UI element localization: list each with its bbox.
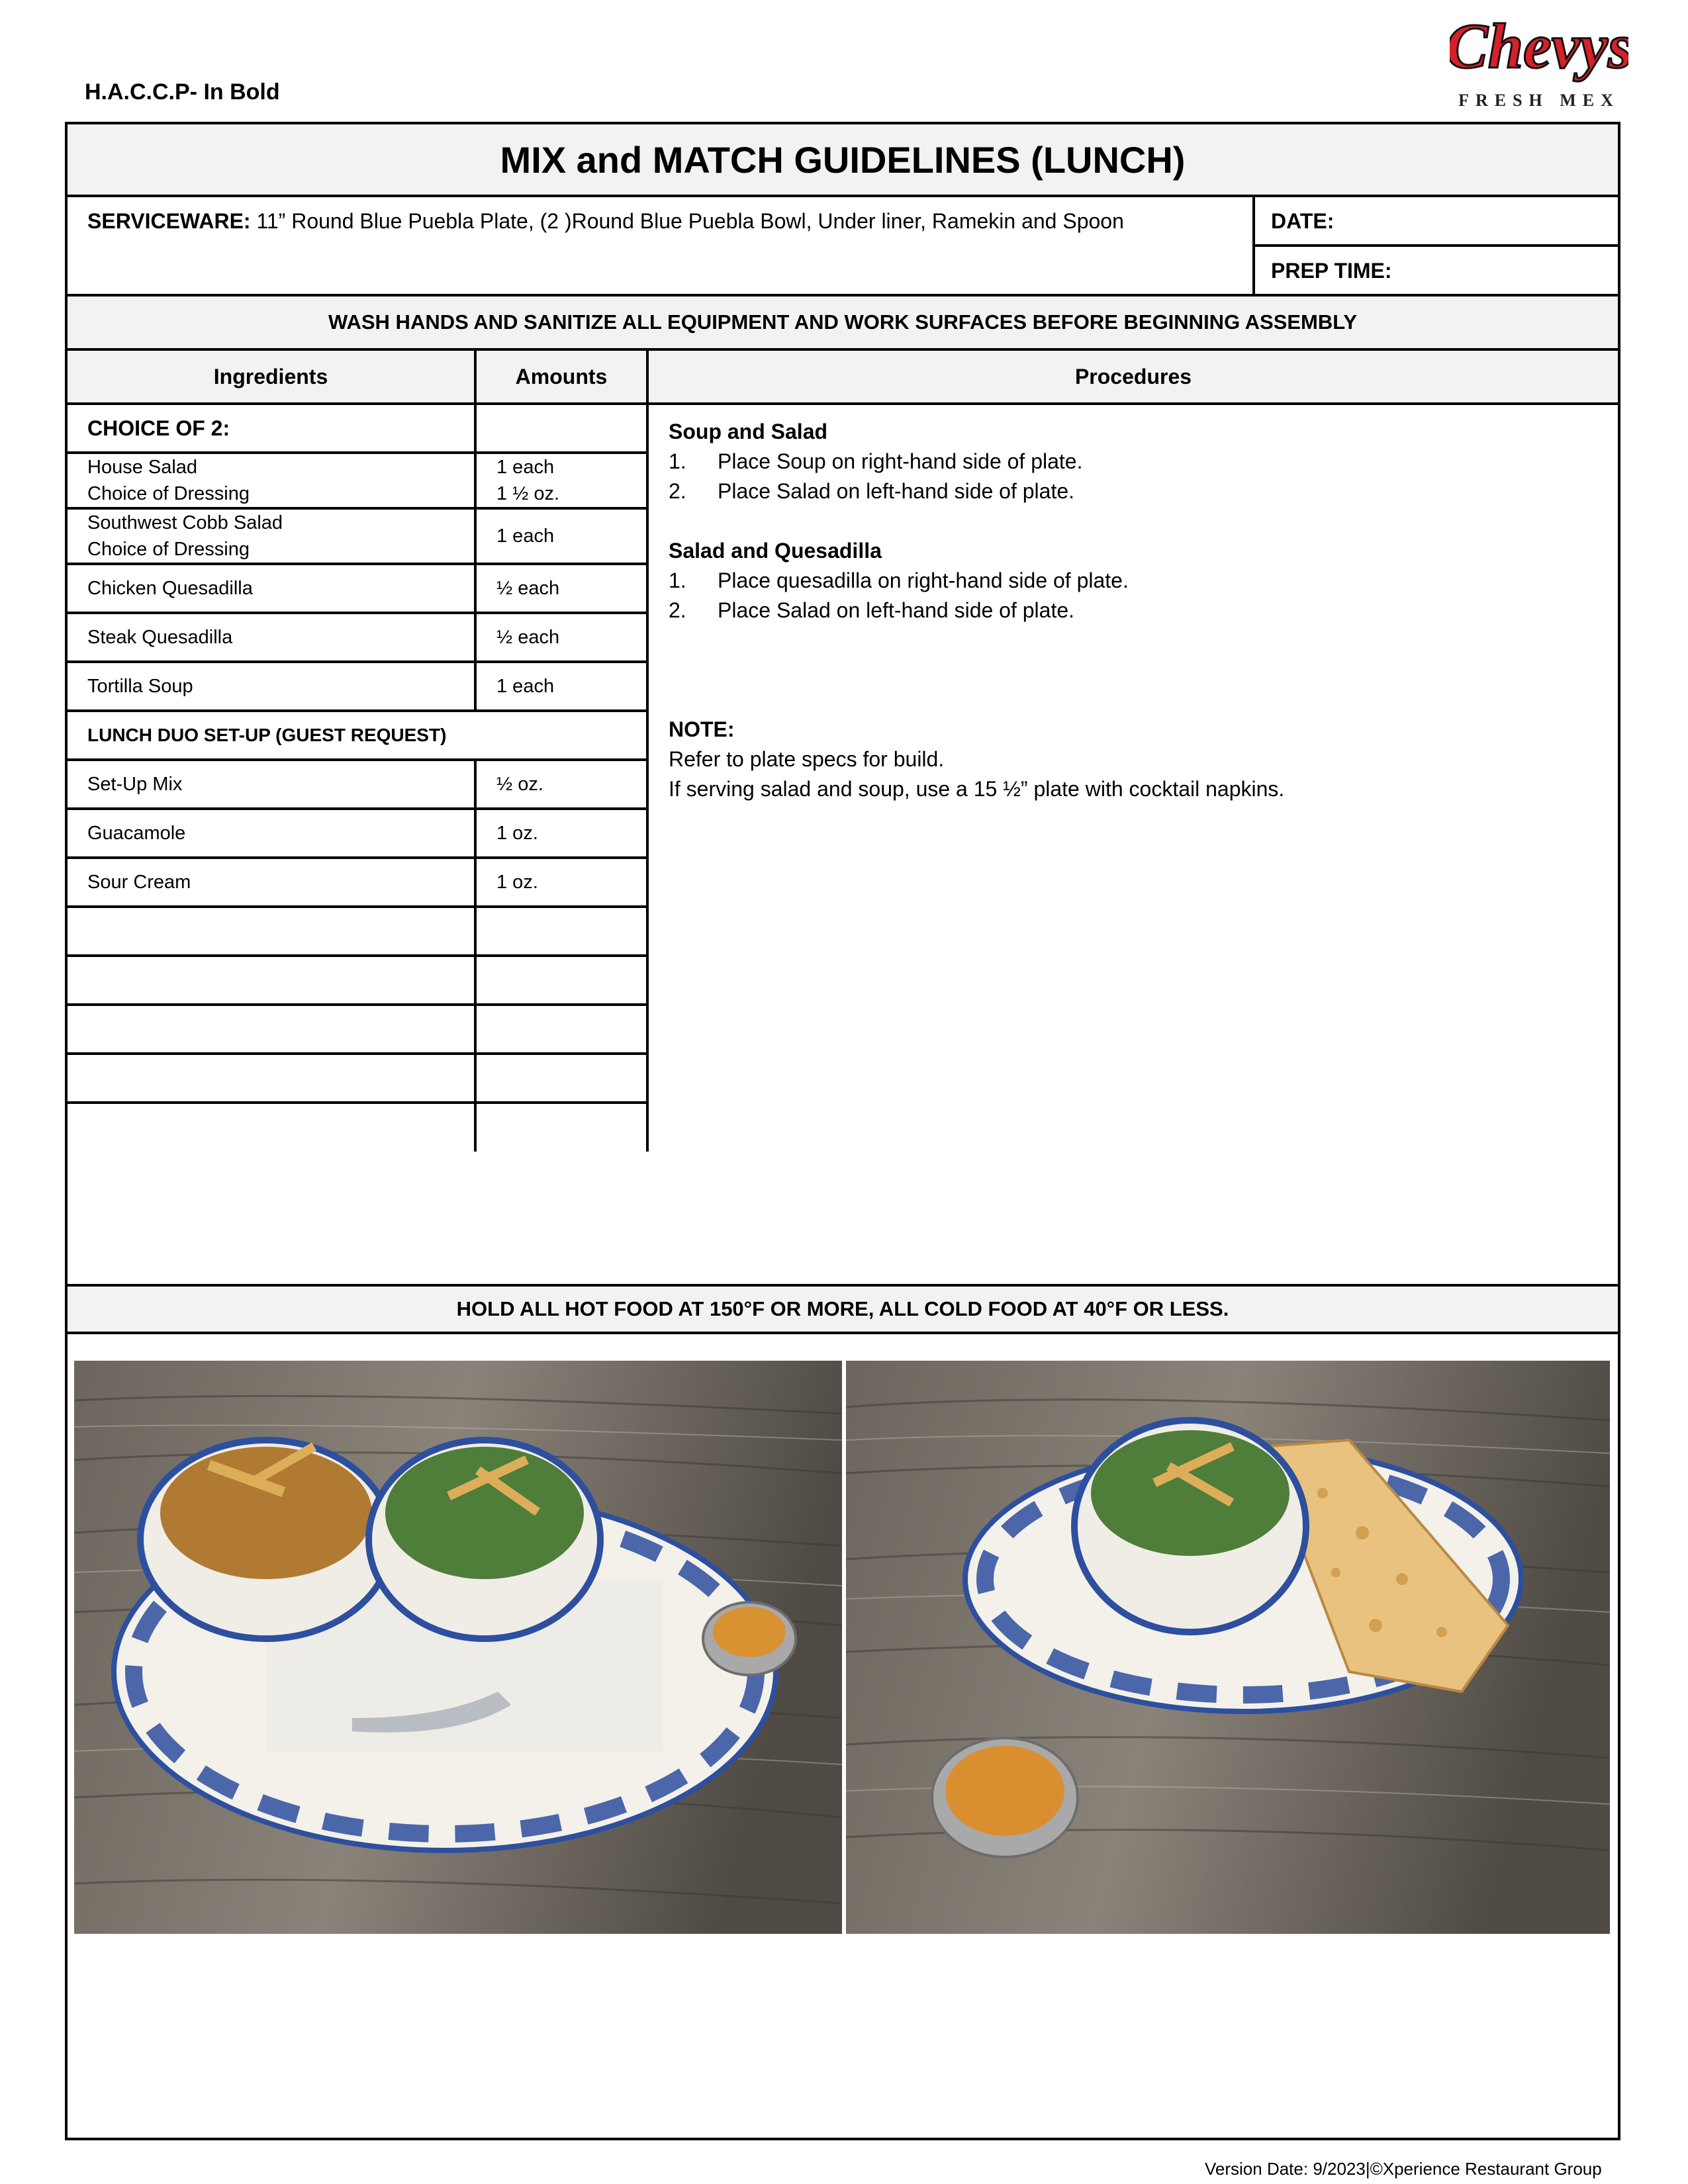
amount-cell <box>477 565 649 612</box>
table-row <box>68 957 649 1006</box>
ingredient-cell <box>68 761 477 807</box>
amount-cell <box>477 454 649 507</box>
table-row <box>68 510 649 565</box>
prep-time-field[interactable]: PREP TIME: <box>1255 247 1618 296</box>
date-field[interactable]: DATE: <box>1255 197 1618 247</box>
table-row <box>68 761 649 810</box>
ingredients-header: Ingredients <box>68 351 477 405</box>
amount-value: ½ each <box>496 627 560 648</box>
ingredients-table <box>68 405 649 1152</box>
table-row <box>68 1055 649 1104</box>
ingredient-name: Tortilla Soup <box>87 676 193 697</box>
amount-cell <box>477 663 649 709</box>
list-item <box>669 596 1598 625</box>
logo-wordmark: Chevys <box>1450 11 1628 81</box>
salad-quesadilla-heading: Salad and Quesadilla <box>669 539 882 563</box>
step-number: 2. <box>669 598 686 622</box>
wash-hands-notice: WASH HANDS AND SANITIZE ALL EQUIPMENT AND WORK SURFACES BEFORE BEGINNING ASSEMBLY <box>68 296 1618 351</box>
procedures-cell <box>649 405 1618 1284</box>
step-number: 1. <box>669 449 686 473</box>
step-number: 2. <box>669 479 686 503</box>
duo-setup-heading: LUNCH DUO SET-UP (GUEST REQUEST) <box>68 712 649 758</box>
salad-quesadilla-steps <box>669 566 1598 625</box>
table-row <box>68 1104 649 1152</box>
ingredient-name: Sour Cream <box>87 872 191 893</box>
ingredient-name: Steak Quesadilla <box>87 627 233 648</box>
ingredient-cell <box>68 1104 477 1152</box>
table-row <box>68 908 649 957</box>
list-item <box>669 477 1598 506</box>
amount-value: 1 oz. <box>496 823 538 844</box>
amount-value: 1 oz. <box>496 872 538 893</box>
amount-cell <box>477 1006 649 1052</box>
ingredient-name: Chicken Quesadilla <box>87 578 253 599</box>
haccp-note: H.A.C.C.P- In Bold <box>85 79 280 105</box>
table-row <box>68 712 649 761</box>
amount-cell <box>477 957 649 1003</box>
step-number: 1. <box>669 569 686 592</box>
page-title: MIX and MATCH GUIDELINES (LUNCH) <box>68 124 1618 197</box>
amount-cell <box>477 510 649 563</box>
table-row <box>68 405 649 454</box>
serviceware-label: SERVICEWARE: <box>87 209 251 233</box>
soup-salad-steps <box>669 447 1598 506</box>
logo-tagline: FRESH MEX <box>1458 91 1620 110</box>
step-text: Place Soup on right-hand side of plate. <box>718 449 1083 473</box>
table-row <box>68 1006 649 1055</box>
choice-heading: CHOICE OF 2: <box>68 405 477 451</box>
chevys-logo <box>1450 7 1628 116</box>
amount-cell <box>477 1104 649 1152</box>
ingredient-name: Southwest Cobb Salad <box>87 512 283 533</box>
ingredient-cell <box>68 663 477 709</box>
amount-value: ½ each <box>496 578 560 599</box>
table-row <box>68 454 649 510</box>
hold-temperature-notice: HOLD ALL HOT FOOD AT 150°F OR MORE, ALL COLD FOOD AT 40°F OR LESS. <box>68 1284 1618 1334</box>
serviceware-text: 11” Round Blue Puebla Plate, (2 )Round Blue Puebla Bowl, Under liner, Ramekin and Spoon <box>250 209 1124 233</box>
ingredient-cell <box>68 810 477 856</box>
amount-value: 1 each <box>496 525 555 547</box>
ingredient-cell <box>68 510 477 563</box>
ingredient-cell <box>68 908 477 954</box>
ingredient-name: Choice of Dressing <box>87 539 250 560</box>
procedures-header: Procedures <box>649 351 1618 405</box>
ingredient-cell <box>68 1006 477 1052</box>
amount-cell <box>477 405 649 451</box>
step-text: Place Salad on left-hand side of plate. <box>718 479 1075 503</box>
ingredient-cell <box>68 454 477 507</box>
step-text: Place Salad on left-hand side of plate. <box>718 598 1075 622</box>
salad-quesadilla-photo <box>846 1361 1610 1934</box>
amount-value: 1 ½ oz. <box>496 483 560 504</box>
amount-cell <box>477 614 649 660</box>
amount-cell <box>477 1055 649 1101</box>
step-text: Place quesadilla on right-hand side of plate. <box>718 569 1129 592</box>
ingredient-name: House Salad <box>87 457 198 478</box>
amount-cell <box>477 908 649 954</box>
ingredient-cell <box>68 565 477 612</box>
ingredient-cell <box>68 859 477 905</box>
note-line: Refer to plate specs for build. <box>669 747 945 771</box>
amount-value: ½ oz. <box>496 774 543 795</box>
amount-cell <box>477 859 649 905</box>
table-row <box>68 614 649 663</box>
amount-cell <box>477 810 649 856</box>
amount-cell <box>477 761 649 807</box>
amounts-header: Amounts <box>477 351 649 405</box>
serviceware-cell <box>68 197 1255 296</box>
ingredient-name: Guacamole <box>87 823 186 844</box>
ingredient-cell <box>68 1055 477 1101</box>
note-line: If serving salad and soup, use a 15 ½” plate with cocktail napkins. <box>669 777 1285 801</box>
version-footer: Version Date: 9/2023|©Xperience Restaurant Group <box>1205 2159 1602 2179</box>
table-row <box>68 565 649 614</box>
ingredient-cell <box>68 957 477 1003</box>
amount-value: 1 each <box>496 676 555 697</box>
amount-value: 1 each <box>496 457 555 478</box>
list-item <box>669 447 1598 477</box>
ingredient-name: Choice of Dressing <box>87 483 250 504</box>
list-item <box>669 566 1598 596</box>
table-row <box>68 663 649 712</box>
table-row <box>68 810 649 859</box>
ingredient-name: Set-Up Mix <box>87 774 183 795</box>
soup-salad-photo <box>74 1361 842 1934</box>
note-heading: NOTE: <box>669 717 735 741</box>
table-row <box>68 859 649 908</box>
soup-salad-heading: Soup and Salad <box>669 420 828 443</box>
ingredient-cell <box>68 614 477 660</box>
